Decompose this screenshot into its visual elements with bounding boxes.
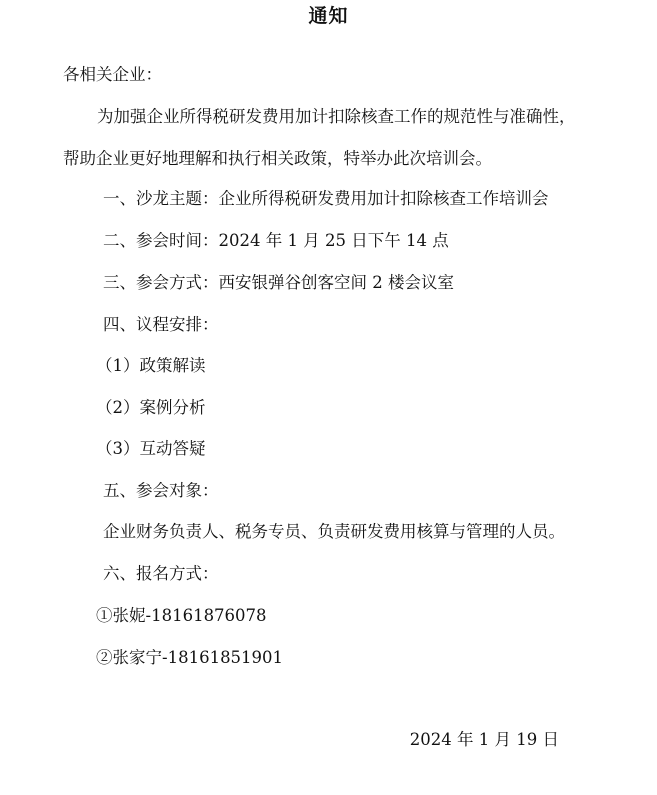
agenda-item: （2）案例分析 xyxy=(96,398,206,417)
agenda-item: （1）政策解读 xyxy=(96,356,206,375)
agenda-item: （3）互动答疑 xyxy=(96,439,206,458)
contact-item: ①张妮-18161876078 xyxy=(96,606,267,625)
notice-title: 通知 xyxy=(308,5,349,27)
item-time: 二、参会时间：2024 年 1 月 25 日下午 14 点 xyxy=(103,231,449,250)
item-audience-heading: 五、参会对象： xyxy=(103,481,219,500)
body-line-1: 为加强企业所得税研发费用加计扣除核查工作的规范性与准确性， xyxy=(97,107,576,126)
contact-item: ②张家宁-18161851901 xyxy=(96,648,284,667)
item-topic: 一、沙龙主题：企业所得税研发费用加计扣除核查工作培训会 xyxy=(103,189,549,208)
body-line-2: 帮助企业更好地理解和执行相关政策，特举办此次培训会。 xyxy=(63,149,492,168)
notice-date: 2024 年 1 月 19 日 xyxy=(409,730,559,749)
item-agenda-heading: 四、议程安排： xyxy=(103,315,219,334)
item-signup-heading: 六、报名方式： xyxy=(103,564,219,583)
item-venue: 三、参会方式：西安银弹谷创客空间 2 楼会议室 xyxy=(103,273,454,292)
salutation: 各相关企业： xyxy=(63,65,162,84)
item-audience: 企业财务负责人、税务专员、负责研发费用核算与管理的人员。 xyxy=(103,522,565,541)
